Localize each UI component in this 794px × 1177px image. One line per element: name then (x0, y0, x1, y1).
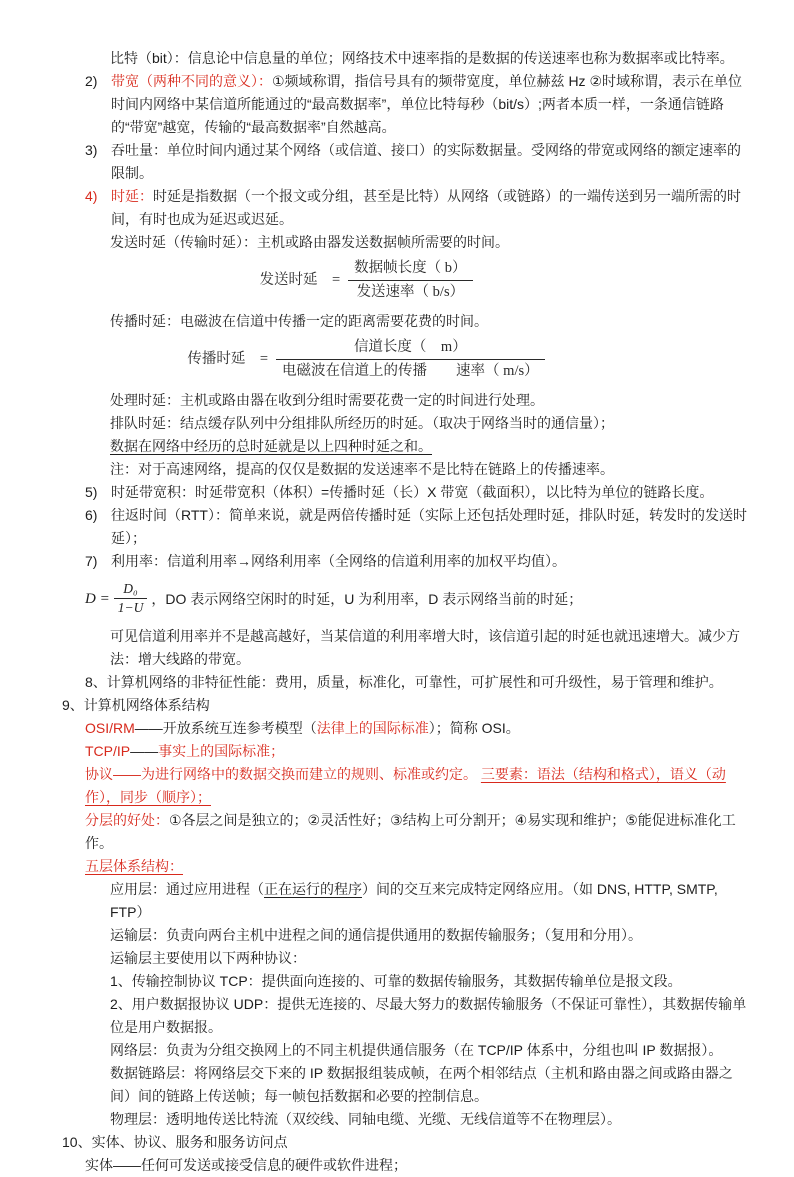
fraction-numerator: 数据帧长度（ b） (348, 258, 472, 281)
list-item-text (111, 70, 750, 139)
text-segment: 往返时间（RTT）：简单来说，就是两倍传播时延（实际上还包括处理时延，排队时延，转发时的发送时延）； (111, 507, 747, 546)
text-segment: 运输层：负责向两台主机中进程之间的通信提供通用的数据传输服务；（复用和分用）。 (110, 927, 642, 943)
item-bandwidth-delay-product (85, 481, 750, 504)
text-segment: 1、传输控制协议 TCP：提供面向连接的、可靠的数据传输服务，其数据传输单位是报文段。 (110, 973, 682, 989)
osi-rm (85, 717, 750, 740)
text-segment: 实体——任何可发送或接受信息的硬件或软件进程； (85, 1157, 407, 1173)
list-item-text (111, 550, 750, 573)
text-segment: 排队时延：结点缓存队列中分组排队所经历的时延。（取决于网络当时的通信量）； (110, 415, 614, 431)
text-segment: OSI/RM (85, 720, 135, 736)
transport-layer (110, 924, 750, 947)
text-segment: 数据链路层：将网络层交下来的 IP 数据报组装成帧，在两个相邻结点（主机和路由器之间或路由器之间）间的链路上传送帧；每一帧包括数据和必要的控制信息。 (110, 1065, 733, 1104)
entity-def (85, 1154, 750, 1177)
text-segment: 时延： (111, 188, 153, 204)
fraction (114, 581, 148, 616)
text-segment: 处理时延：主机或路由器在收到分组时需要花费一定的时间进行处理。 (110, 392, 544, 408)
layering-benefits (85, 809, 750, 855)
item-8-noncharacteristic (85, 671, 750, 694)
item-9-architecture (62, 694, 750, 717)
text-segment: 发送时延（传输时延）：主机或路由器发送数据帧所需要的时间。 (110, 234, 509, 250)
text-segment: 9、计算机网络体系结构 (62, 697, 210, 713)
list-item-text (111, 481, 750, 504)
list-item-text (111, 504, 750, 550)
text-segment: 网络层：负责为分组交换网上的不同主机提供通信服务（在 TCP/IP 体系中，分组也叫 IP 数据报）。 (110, 1042, 723, 1058)
datalink-layer (110, 1062, 750, 1108)
item-10-entities (62, 1131, 750, 1154)
document-body (62, 47, 750, 1177)
list-marker: 6) (85, 507, 98, 523)
text-segment: 带宽（两种不同的意义）： (111, 73, 272, 89)
text-segment: 运输层主要使用以下两种协议： (110, 950, 306, 966)
prop-delay-def (110, 310, 750, 333)
send-delay-def (110, 231, 750, 254)
item-bandwidth (85, 70, 750, 139)
text-segment: ——开放系统互连参考模型（ (134, 720, 317, 736)
text-segment: ）；简称 OSI。 (428, 720, 520, 736)
text-segment: ①各层之间是独立的；②灵活性好；③结构上可分割开；④易实现和维护；⑤能促进标准化工作。 (85, 812, 736, 851)
text-segment: 10、实体、协议、服务和服务访问点 (62, 1134, 288, 1150)
send-delay-formula (62, 258, 670, 303)
text-segment: 三要素：语法（结构和格式），语义（动作），同步（顺序）； (85, 766, 726, 805)
prop-delay-formula (62, 337, 670, 382)
fraction (348, 258, 472, 303)
formula-lhs: 传播时延 = (187, 351, 269, 367)
text-segment: 时延是指数据（一个报文或分组，甚至是比特）从网络（或链路）的一端传送到另一端所需的时间，有时也成为延迟或迟延。 (111, 188, 741, 227)
protocol-def (85, 763, 750, 809)
list-item-text (111, 185, 750, 231)
text-segment: 吞吐量：单位时间内通过某个网络（或信道、接口）的实际数据量。受网络的带宽或网络的额定速率的限制。 (111, 142, 741, 181)
fraction-denominator: 电磁波在信道上的传播 速率（ m/s） (282, 363, 539, 379)
text-segment: 8、计算机网络的非特征性能：费用，质量，标准化，可靠性，可扩展性和可升级性，易于管理和维护。 (85, 674, 723, 690)
formula-lhs: D = (85, 590, 110, 607)
text-segment: 利用率：信道利用率→网络利用率（全网络的信道利用率的加权平均值）。 (111, 553, 566, 569)
formula-explanation: ，DO 表示网络空闲时的时延，U 为利用率，D 表示网络当前的时延； (151, 590, 583, 607)
bit-definition (110, 47, 750, 70)
list-marker: 7) (85, 553, 98, 569)
fraction (276, 337, 545, 382)
text-segment: 数据在网络中经历的总时延就是以上四种时延之和。 (110, 438, 432, 454)
text-segment: 2、用户数据报协议 UDP：提供无连接的、尽最大努力的数据传输服务（不保证可靠性），其数据传输单位是用户数据报。 (110, 996, 747, 1035)
tcp-ip (85, 740, 750, 763)
formula-lhs: 发送时延 = (259, 272, 341, 288)
list-item-text (111, 139, 750, 185)
text-segment: ）间的交互来完成特定网络应用。（如 DNS, HTTP, SMTP, FTP） (110, 881, 722, 920)
text-segment: 传播时延：电磁波在信道中传播一定的距离需要花费的时间。 (110, 313, 488, 329)
text-segment: 五层体系结构： (85, 858, 183, 874)
list-marker: 4) (85, 188, 98, 204)
text-segment: 分层的好处： (85, 812, 169, 828)
fraction-numerator: 信道长度（ m） (276, 337, 545, 360)
list-marker: 3) (85, 142, 98, 158)
transport-protocols-intro (110, 947, 750, 970)
network-layer (110, 1039, 750, 1062)
utilization-note (110, 625, 750, 671)
text-segment: 法律上的国际标准 (316, 720, 429, 736)
item-rtt (85, 504, 750, 550)
application-layer (110, 878, 750, 924)
text-segment: 正在运行的程序 (264, 881, 362, 897)
fraction-denominator: 发送速率（ b/s） (356, 284, 465, 300)
list-marker: 2) (85, 73, 98, 89)
physical-layer (110, 1108, 750, 1131)
utilization-formula (85, 581, 750, 616)
fraction-denominator: 1−U (117, 600, 144, 615)
text-segment: ①频域称谓，指信号具有的频带宽度，单位赫兹 Hz ②时域称谓，表示在单位时间内网络中某信道所能通过的“最高数据率”，单位比特每秒（bit/s）;两者本质一样，一条通信链路的“带宽”越宽，传输的“最高数据率”自然越高。 (111, 73, 742, 135)
text-segment: 事实上的国际标准； (158, 743, 285, 759)
proc-delay-def (110, 389, 750, 412)
text-segment: 协议——为进行网络中的数据交换而建立的规则、标准或约定。 (85, 766, 481, 782)
high-speed-note (110, 458, 750, 481)
tcp-definition (110, 970, 750, 993)
text-segment: 可见信道利用率并不是越高越好，当某信道的利用率增大时，该信道引起的时延也就迅速增大。减少方法：增大线路的带宽。 (110, 628, 740, 667)
item-utilization (85, 550, 750, 573)
text-segment: 时延带宽积：时延带宽积（体积）=传播时延（长）X 带宽（截面积），以比特为单位的链路长度。 (111, 484, 714, 500)
item-delay (85, 185, 750, 231)
text-segment: —— (130, 743, 159, 759)
text-segment: 应用层：通过应用进程（ (110, 881, 264, 897)
item-throughput (85, 139, 750, 185)
text-segment: TCP/IP (85, 743, 131, 759)
total-delay-note (110, 435, 750, 458)
five-layer-heading (85, 855, 750, 878)
text-segment: 注：对于高速网络，提高的仅仅是数据的发送速率不是比特在链路上的传播速率。 (110, 461, 614, 477)
text-segment: 物理层：透明地传送比特流（双绞线、同轴电缆、光缆、无线信道等不在物理层）。 (110, 1111, 621, 1127)
queue-delay-def (110, 412, 750, 435)
list-marker: 5) (85, 484, 98, 500)
text-segment: 比特（bit）：信息论中信息量的单位；网络技术中速率指的是数据的传送速率也称为数据率或比特率。 (110, 50, 734, 66)
fraction-numerator: D₀ (114, 581, 148, 599)
udp-definition (110, 993, 750, 1039)
